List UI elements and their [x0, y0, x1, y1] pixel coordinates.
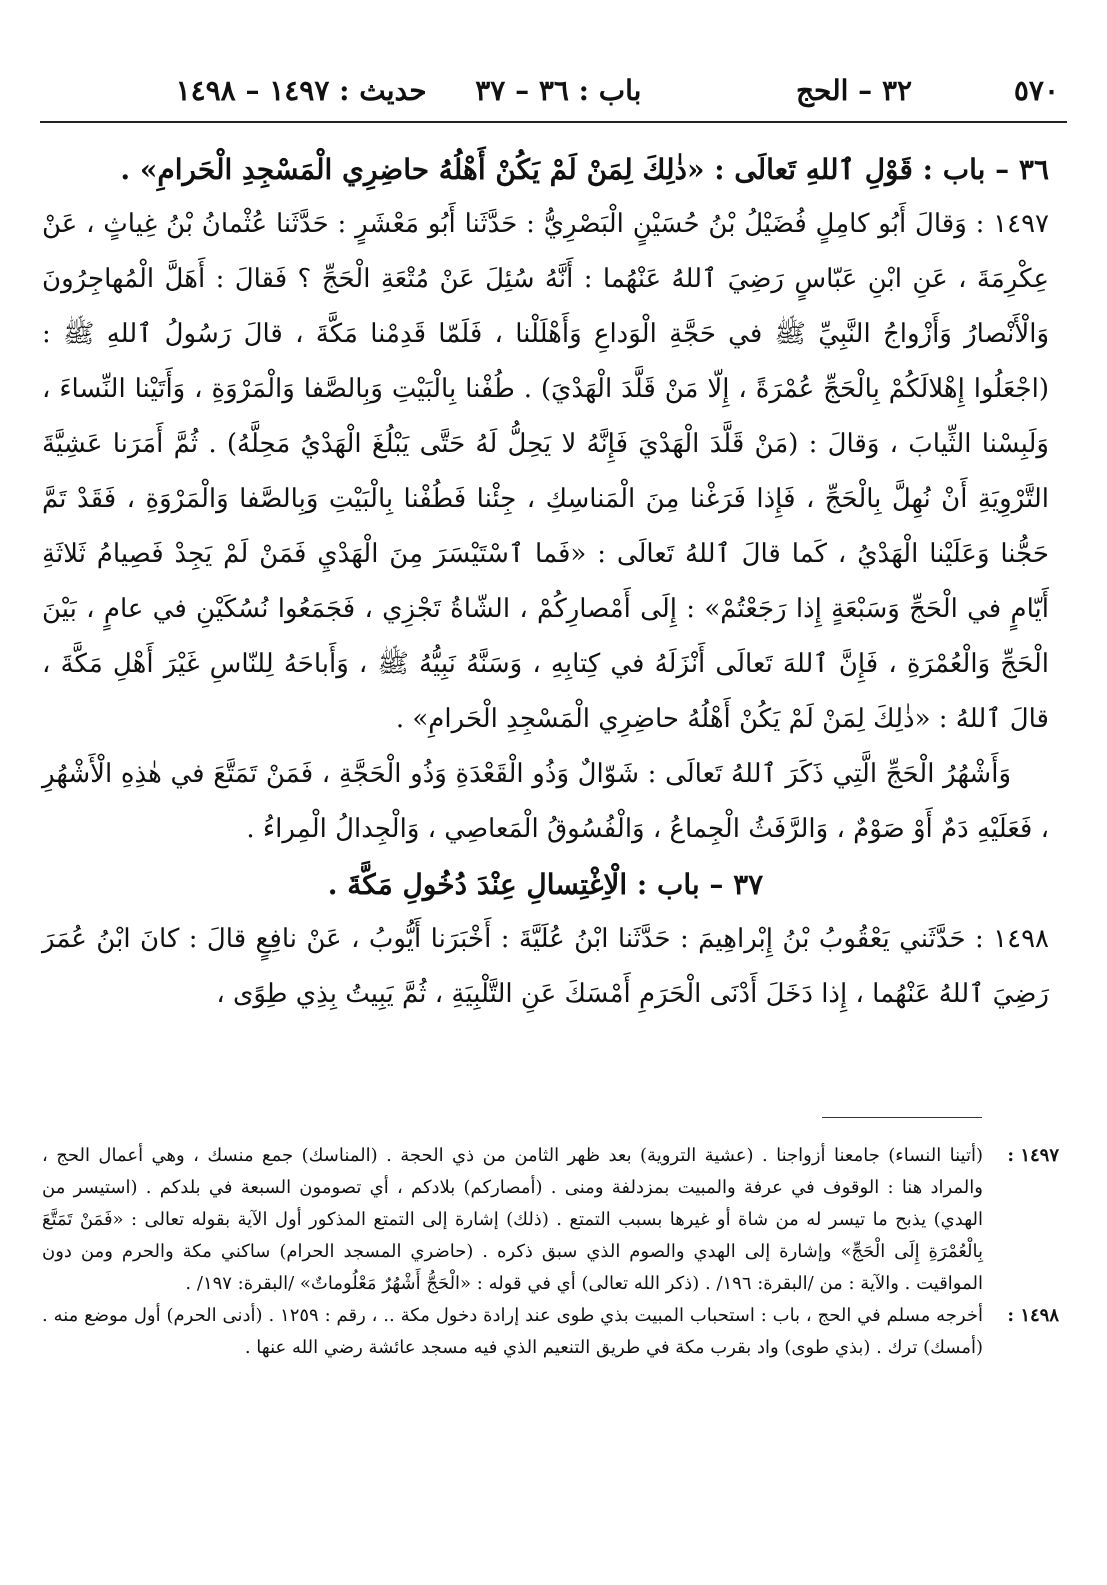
hadith-1497: ١٤٩٧ : وَقالَ أَبُو كامِلٍ فُضَيْلُ بْنُ حُسَيْنٍ الْبَصْرِيُّ : حَدَّثَنا أَبُو مَعْشَرٍ : حَدَّثَنا عُثْمانُ بْنُ غِياثٍ ، عَنْ عِكْرِمَةَ ، عَنِ ابْنِ عَبّاسٍ رَضِيَ ٱللهُ عَنْهُما : أَنَّهُ سُئِلَ عَنْ مُتْعَةِ الْحَجِّ ؟ فَقالَ : أَهَلَّ الْمُهاجِرُونَ وَالْأَنْصارُ وَأَزْواجُ النَّبِيِّ ﷺ في حَجَّةِ الْوَداعِ وَأَهْلَلْنا ، فَلَمّا قَدِمْنا مَكَّةَ ، قالَ رَسُولُ ٱللهِ ﷺ : (اجْعَلُوا إِهْلالَكُمْ بِالْحَجِّ عُمْرَةً ، إِلّا مَنْ قَلَّدَ الْهَدْيَ) . طُفْنا بِالْبَيْتِ وَبِالصَّفا وَالْمَرْوَةِ ، وَأَتَيْنا النِّساءَ ، وَلَبِسْنا الثِّيابَ ، وَقالَ : (مَنْ قَلَّدَ الْهَدْيَ فَإِنَّهُ لا يَحِلُّ لَهُ حَتَّى يَبْلُغَ الْهَدْيُ مَحِلَّهُ) . ثُمَّ أَمَرَنا عَشِيَّةَ التَّرْوِيَةِ أَنْ نُهِلَّ بِالْحَجِّ ، فَإِذا فَرَغْنا مِنَ الْمَناسِكِ ، جِئْنا فَطُفْنا بِالْبَيْتِ وَبِالصَّفا وَالْمَرْوَةِ ، فَقَدْ تَمَّ حَجُّنا وَعَلَيْنا الْهَدْيُ ، كَما قالَ ٱللهُ تَعالَى : «فَما ٱسْتَيْسَرَ مِنَ الْهَدْيِ فَمَنْ لَمْ يَجِدْ فَصِيامُ ثَلاثَةِ أَيّامٍ في الْحَجِّ وَسَبْعَةٍ إِذا رَجَعْتُمْ» : إِلَى أَمْصارِكُمْ ، الشّاةُ تَجْزِي ، فَجَمَعُوا نُسُكَيْنِ في عامٍ ، بَيْنَ الْحَجِّ وَالْعُمْرَةِ ، فَإِنَّ ٱللهَ تَعالَى أَنْزَلَهُ في كِتابِهِ ، وَسَنَّهُ نَبِيُّهُ ﷺ ، وَأَباحَهُ لِلنّاسِ غَيْرَ أَهْلِ مَكَّةَ ، قالَ ٱللهُ : «ذٰلِكَ لِمَنْ لَمْ يَكُنْ أَهْلُهُ حاضِرِي الْمَسْجِدِ الْحَرامِ» . [42, 209, 1049, 734]
hadith-1498: ١٤٩٨ : حَدَّثَني يَعْقُوبُ بْنُ إِبْراهِيمَ : حَدَّثَنا ابْنُ عُلَيَّةَ : أَخْبَرَنا أَيُّوبُ ، عَنْ نافِعٍ قالَ : كانَ ابْنُ عُمَرَ رَضِيَ ٱللهُ عَنْهُما ، إِذا دَخَلَ أَدْنَى الْحَرَمِ أَمْسَكَ عَنِ التَّلْبِيَةِ ، ثُمَّ يَبِيتُ بِذِي طِوًى ، [42, 924, 1049, 1009]
footnote-number: ١٤٩٧ : [1007, 1145, 1059, 1166]
footnote-text: أخرجه مسلم في الحج ، باب : استحباب المبيت بذي طوى عند إرادة دخول مكة .. ، رقم : ١٢٥٩ . (أدنى الحرم) أول موضع منه . (أمسك) ترك . (بذي طوى) واد بقرب مكة في طريق التنعيم الذي فيه مسجد عائشة رضي الله عنها . [42, 1305, 983, 1358]
footnotes [42, 1140, 1059, 1364]
chapter-hadith-reference: باب : ٣٦ – ٣٧ حديث : ١٤٩٧ – ١٤٩٨ [175, 73, 642, 107]
book-title: ٣٢ – الحج [795, 73, 913, 107]
page-number: ٥٧٠ [1013, 73, 1059, 107]
chapter-heading-36: ٣٦ – باب : قَوْلِ ٱللهِ تَعالَى : «ذٰلِكَ لِمَنْ لَمْ يَكُنْ أَهْلُهُ حاضِرِي الْمَسْجِدِ الْحَرامِ» . [120, 153, 1049, 186]
page-header [48, 62, 1059, 118]
footnote-1497 [42, 1140, 1059, 1300]
footnote-divider [822, 1117, 982, 1118]
hadith-1497-continued: وَأَشْهُرُ الْحَجِّ الَّتِي ذَكَرَ ٱللهُ تَعالَى : شَوّالٌ وَذُو الْقَعْدَةِ وَذُو الْحَجَّةِ ، فَمَنْ تَمَتَّعَ في هٰذِهِ الْأَشْهُرِ ، فَعَلَيْهِ دَمٌ أَوْ صَوْمٌ ، وَالرَّفَثُ الْجِماعُ ، وَالْفُسُوقُ الْمَعاصِي ، وَالْجِدالُ الْمِراءُ . [42, 759, 1049, 844]
main-text [42, 142, 1049, 1022]
header-divider [40, 121, 1067, 123]
footnote-text: (أتينا النساء) جامعنا أزواجنا . (عشية التروية) بعد ظهر الثامن من ذي الحجة . (المناسك) جمع منسك ، وهي أعمال الحج ، والمراد هنا : الوقوف في عرفة والمبيت بمزدلفة ومنى . (أمصاركم) بلادكم ، أي تصومون السبعة في بلدكم . (استيسر من الهدي) يذبح ما تيسر له من شاة أو غيرها بسبب التمتع . (ذلك) إشارة إلى التمتع المذكور أول الآية بقوله تعالى : «فَمَنْ تَمَتَّعَ بِالْعُمْرَةِ إِلَى الْحَجِّ» وإشارة إلى الهدي والصوم الذي سبق ذكره . (حاضري المسجد الحرام) ساكني مكة والحرم ومن دون المواقيت . والآية : من /البقرة: ١٩٦/ . (ذكر الله تعالى) أي في قوله : «الْحَجُّ أَشْهُرٌ مَعْلُوماتٌ» /البقرة: ١٩٧/ . [42, 1145, 983, 1294]
footnote-number: ١٤٩٨ : [1007, 1305, 1059, 1326]
footnote-1498 [42, 1300, 1059, 1364]
chapter-heading-37: ٣٧ – باب : الْاِغْتِسالِ عِنْدَ دُخُولِ مَكَّةَ . [327, 868, 764, 901]
